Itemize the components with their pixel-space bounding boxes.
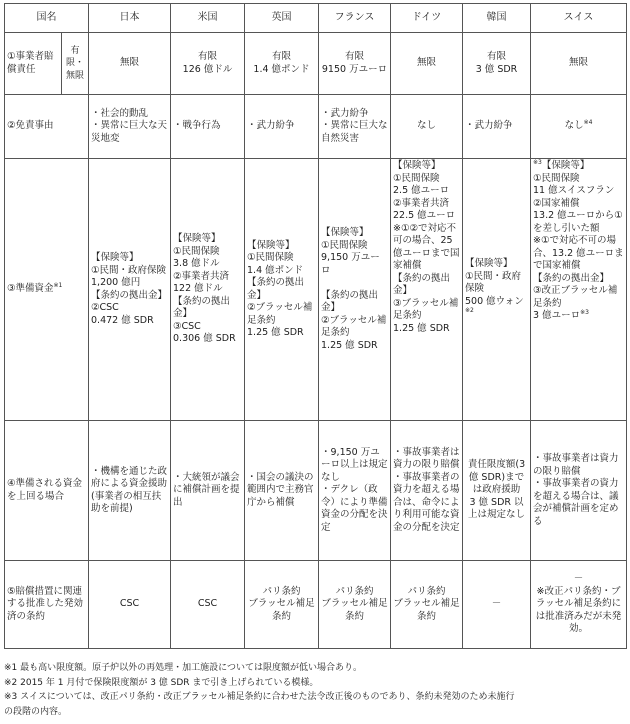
footnote-1: ※1 最も高い限度額。原子炉以外の再処理・加工施設については限度額が低い場合あり。 [4, 663, 362, 673]
row3-japan: 【保険等】 ①民間・政府保険 1,200 億円 【条約の拠出金】 ②CSC 0.472 億 SDR [89, 159, 171, 421]
row-funds [5, 159, 627, 421]
row2-germany: なし [391, 95, 463, 159]
footnote-2: ※2 2015 年 1 月付で保険限度額が 3 億 SDR まで引き上げられている模様。 [4, 677, 319, 688]
row5-germany: パリ条約 ブラッセル補足条約 [391, 561, 463, 649]
row4-uk: ・国会の議決の範囲内で主務官庁から補償 [245, 421, 319, 561]
row1-usa: 有限 126 億ドル [171, 33, 245, 95]
row4-japan: ・機構を通じた政府による資金援助 (事業者の相互扶助を前提) [89, 421, 171, 561]
header-japan: 日本 [89, 4, 171, 33]
row3-usa: 【保険等】 ①民間保険 3.8 億ドル ②事業者共済 122 億ドル 【条約の拠出金】 ③CSC 0.306 億 SDR [171, 159, 245, 421]
row4-label: ④準備される資金を上回る場合 [5, 421, 89, 561]
row3-uk: 【保険等】 ①民間保険 1.4 億ポンド 【条約の拠出金】 ②ブラッセル補足条約 1.25 億 SDR [245, 159, 319, 421]
row4-switzerland: ・事故事業者は資力の限り賠償 ・事故事業者の資力を超える場合は、議会が補償計画を定める [531, 421, 627, 561]
footnote-3-marker-top: ※3 [533, 158, 542, 166]
footnote-3: ※3 スイスについては、改正パリ条約・改正ブラッセル補足条約に合わせた法令改正後のものであり、条約未発効のため未施行 [4, 692, 515, 702]
row5-japan: CSC [89, 561, 171, 649]
header-uk: 英国 [245, 4, 319, 33]
header-country: 国名 [5, 4, 89, 33]
row5-korea: － [463, 561, 531, 649]
row4-germany: ・事故事業者は資力の限り賠償 ・事故事業者の資力を超える場合は、命令により利用可能な資金の分配を決定 [391, 421, 463, 561]
header-switzerland: スイス [531, 4, 627, 33]
row5-uk: パリ条約 ブラッセル補足条約 [245, 561, 319, 649]
footnote-2-marker: ※2 [465, 307, 474, 315]
row3-label-cell [5, 159, 89, 421]
header-korea: 韓国 [463, 4, 531, 33]
footnote-3-marker-mid: ※3 [580, 308, 589, 316]
footnote-1-marker: ※1 [53, 282, 63, 290]
row2-uk: ・武力紛争 [245, 95, 319, 159]
header-row [5, 4, 627, 33]
row-exemption [5, 95, 627, 159]
footnotes [4, 661, 626, 719]
row3-switzerland-cell [531, 159, 627, 421]
row2-switzerland [531, 95, 627, 159]
row4-usa: ・大統領が議会に補償計画を提出 [171, 421, 245, 561]
row3-korea: 【保険等】 ①民間・政府保険 500 億ウォン [465, 258, 524, 307]
header-germany: ドイツ [391, 4, 463, 33]
row1-switzerland: 無限 [531, 33, 627, 95]
row3-switzerland: 【保険等】 ①民間保険 11 億スイスフラン ②国家補償 13.2 億ユーロから①を差し引いた額 ※①で対応不可の場合、13.2 億ユーロまで国家補償 【条約の拠出金】 ③改正ブラッセル補足条約 3 億ユーロ [533, 160, 624, 321]
row2-japan: ・社会的動乱 ・異常に巨大な天災地変 [89, 95, 171, 159]
row2-switzerland-text: なし [564, 120, 584, 132]
row1-france: 有限 9150 万ユーロ [319, 33, 391, 95]
row1-germany: 無限 [391, 33, 463, 95]
row1-sublabel: 有限・無限 [62, 33, 89, 95]
row3-germany: 【保険等】 ①民間保険 2.5 億ユーロ ②事業者共済 22.5 億ユーロ ※①②で対応不可の場合、25 億ユーロまで国家補償 【条約の拠出金】 ③ブラッセル補足条約 1.25 億 SDR [391, 159, 463, 421]
row-treaties [5, 561, 627, 649]
row3-label: ③準備資金 [7, 283, 54, 295]
row5-label: ⑤賠償措置に関連する批准した発効済の条約 [5, 561, 89, 649]
row1-label: ①事業者賠償責任 [5, 33, 62, 95]
row3-france: 【保険等】 ①民間保険 9,150 万ユーロ 【条約の拠出金】 ②ブラッセル補足条約 1.25 億 SDR [319, 159, 391, 421]
row4-korea: 責任限度額(3 億 SDR)までは政府援助 3 億 SDR 以上は規定なし [463, 421, 531, 561]
header-usa: 米国 [171, 4, 245, 33]
header-france: フランス [319, 4, 391, 33]
footnote-3-cont: の段階の内容。 [4, 706, 68, 717]
row5-usa: CSC [171, 561, 245, 649]
row1-uk: 有限 1.4 億ポンド [245, 33, 319, 95]
row-excess [5, 421, 627, 561]
row3-korea-cell [463, 159, 531, 421]
row5-france: パリ条約 ブラッセル補足条約 [319, 561, 391, 649]
row1-korea: 有限 3 億 SDR [463, 33, 531, 95]
row1-japan: 無限 [89, 33, 171, 95]
comparison-table [4, 3, 627, 649]
row4-france: ・9,150 万ユーロ以上は規定なし ・デクレ（政令）により準備資金の分配を決定 [319, 421, 391, 561]
row-liability [5, 33, 627, 95]
footnote-4-marker: ※4 [583, 119, 593, 127]
row2-france: ・武力紛争 ・異常に巨大な自然災害 [319, 95, 391, 159]
row2-korea: ・武力紛争 [463, 95, 531, 159]
row2-usa: ・戦争行為 [171, 95, 245, 159]
row5-switzerland: － ※改正パリ条約・ブラッセル補足条約には批准済みだが未発効。 [531, 561, 627, 649]
row2-label: ②免責事由 [5, 95, 89, 159]
